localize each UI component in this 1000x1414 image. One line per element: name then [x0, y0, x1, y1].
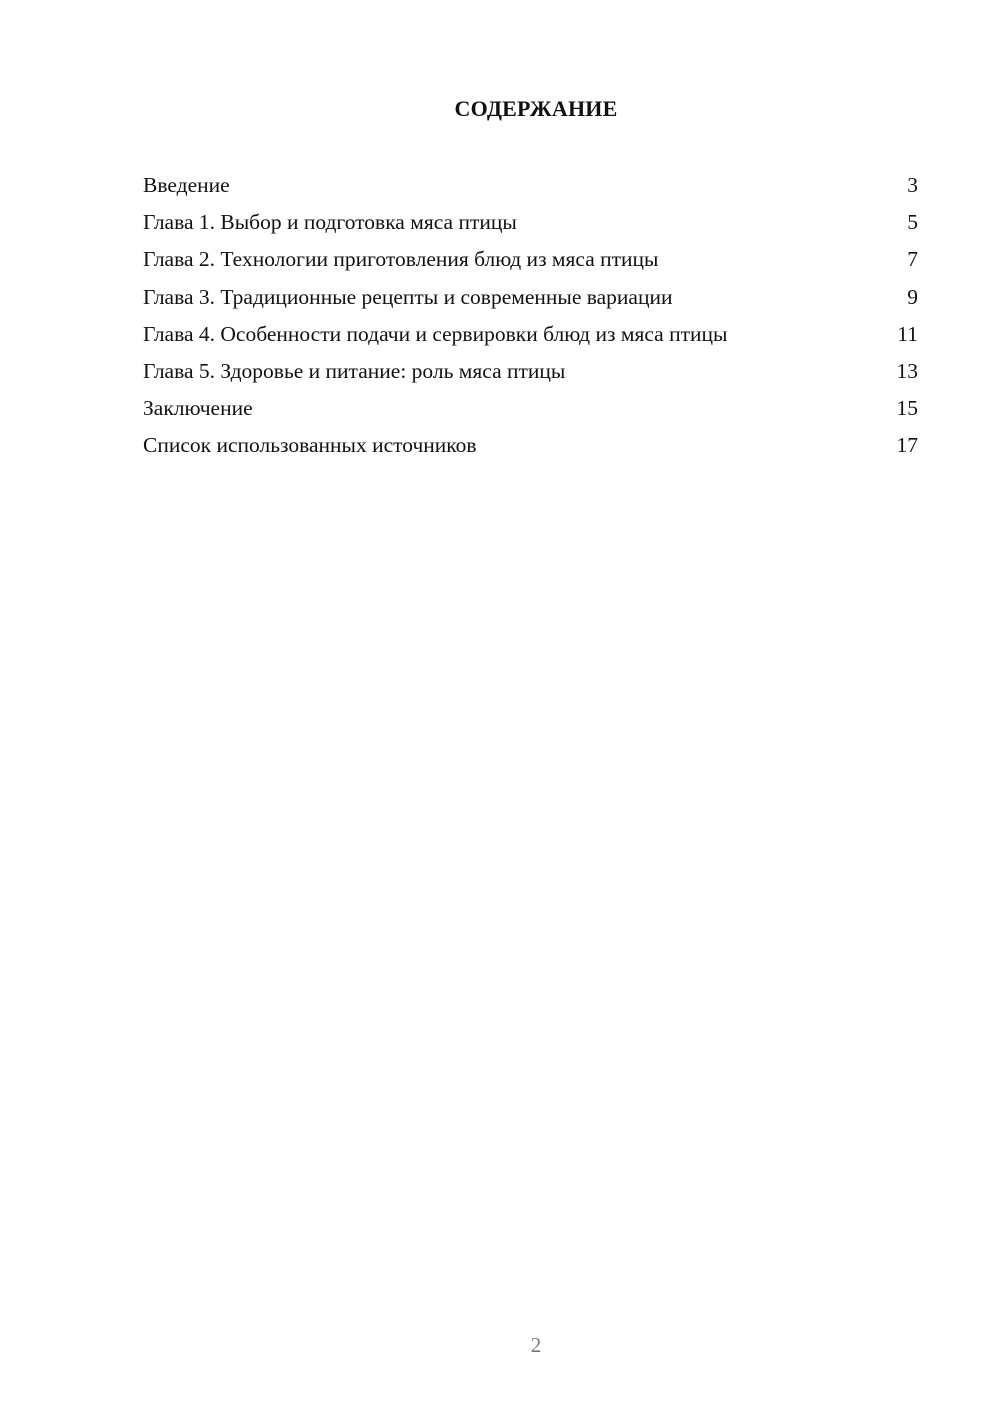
toc-entry-page: 5: [907, 210, 918, 235]
toc-entry-chapter-5: [143, 356, 918, 393]
toc-entry-page: 11: [897, 321, 918, 346]
toc-entry-label: Глава 4. Особенности подачи и сервировки блюд из мяса птицы: [143, 321, 728, 346]
toc-entry-label: Заключение: [143, 396, 253, 421]
toc-entry-chapter-4: [143, 319, 918, 356]
page-number: 2: [530, 1333, 542, 1357]
page-title: СОДЕРЖАНИЕ: [454, 96, 618, 121]
toc-entry-page: 15: [896, 396, 918, 421]
toc-entry-chapter-3: [143, 282, 918, 319]
toc-entry-references: [143, 430, 918, 467]
toc-entry-label: Список использованных источников: [143, 433, 477, 458]
toc-entry-label: Введение: [143, 173, 230, 197]
toc-entry-page: 13: [896, 358, 918, 383]
toc-entry-chapter-2: [143, 244, 918, 281]
toc-entry-label: Глава 2. Технологии приготовления блюд из мяса птицы: [143, 247, 659, 272]
toc-entry-label: Глава 5. Здоровье и питание: роль мяса птицы: [143, 358, 566, 383]
table-of-contents: [143, 170, 918, 468]
toc-entry-label: Глава 1. Выбор и подготовка мяса птицы: [143, 210, 517, 235]
toc-entry-page: 3: [907, 173, 918, 197]
toc-entry-introduction: [143, 170, 918, 207]
toc-entry-page: 7: [907, 247, 918, 272]
toc-entry-page: 9: [907, 284, 918, 309]
toc-entry-label: Глава 3. Традиционные рецепты и современные вариации: [143, 284, 673, 309]
toc-entry-chapter-1: [143, 207, 918, 244]
toc-entry-conclusion: [143, 393, 918, 430]
toc-entry-page: 17: [896, 433, 918, 458]
